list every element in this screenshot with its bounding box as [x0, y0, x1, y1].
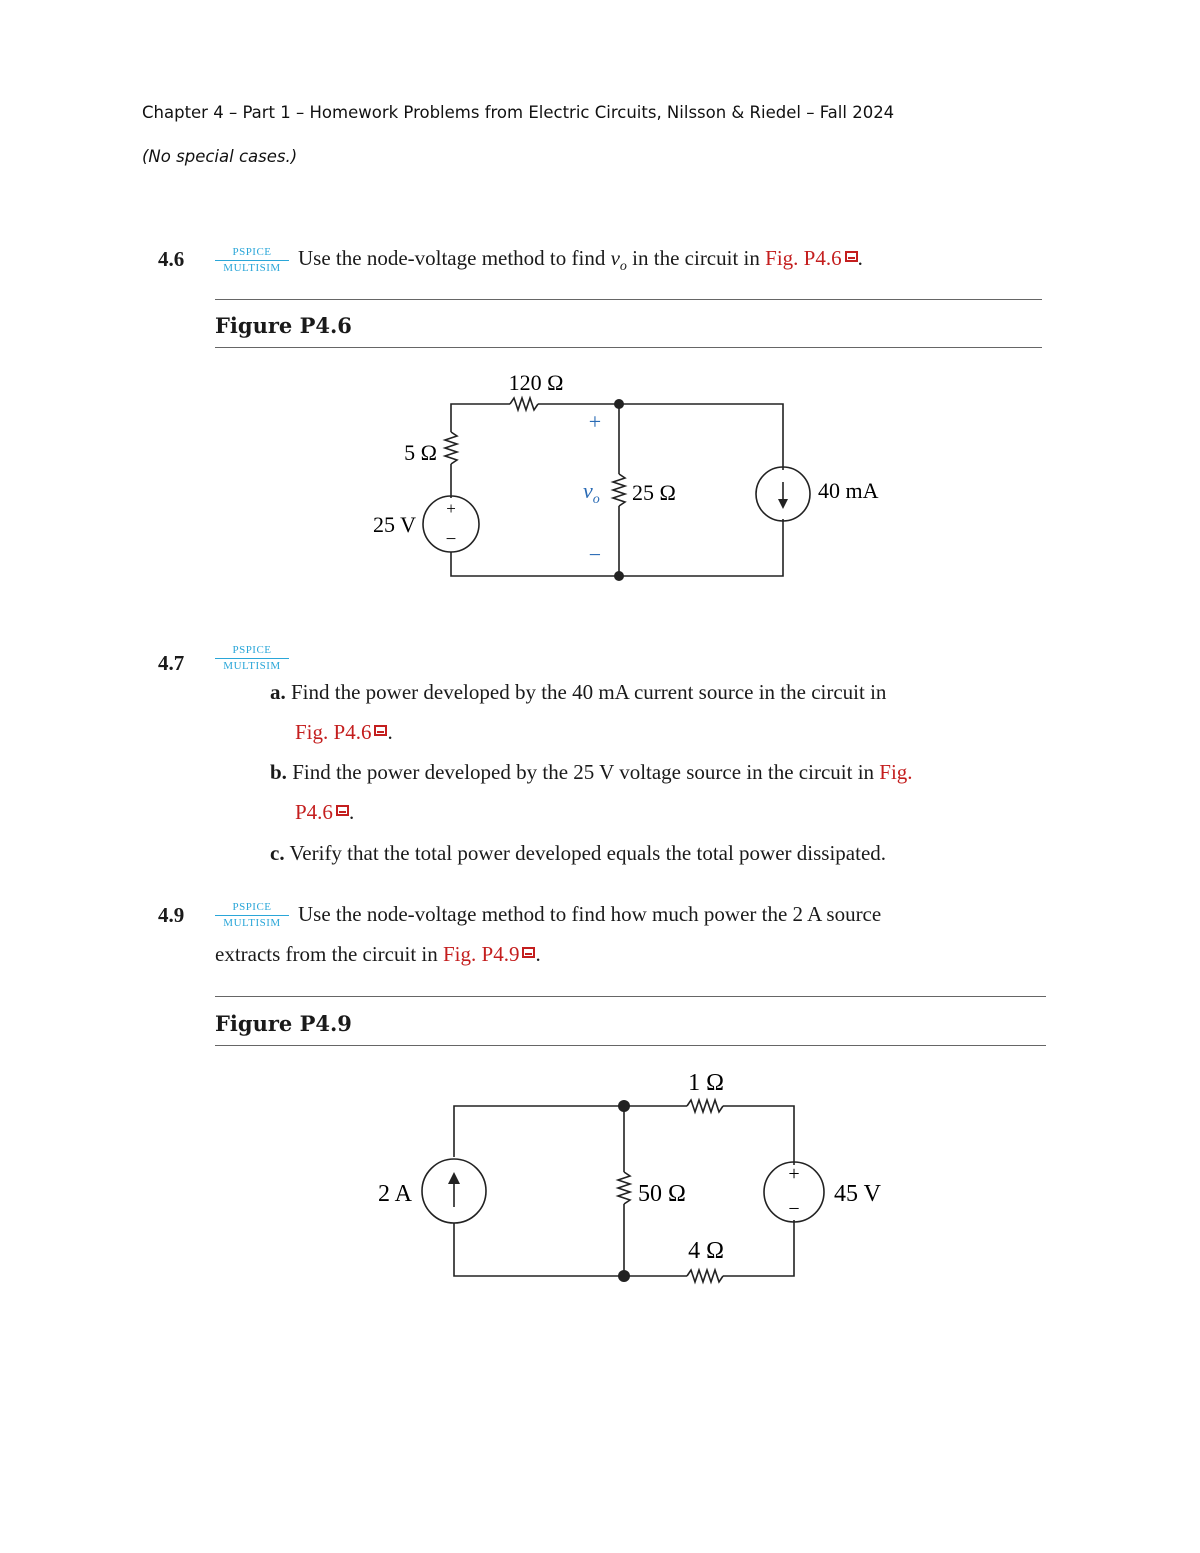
pspice-label: PSPICE: [215, 900, 289, 916]
pspice-label: PSPICE: [215, 643, 289, 659]
vo-minus: −: [588, 542, 602, 567]
external-link-icon[interactable]: [374, 725, 387, 736]
multisim-label: MULTISIM: [223, 917, 281, 929]
plus-sign: +: [788, 1163, 800, 1185]
divider: [215, 996, 1046, 997]
resistor-25-symbol: [613, 474, 625, 506]
vo-plus: +: [588, 409, 602, 434]
divider: [215, 1045, 1046, 1046]
external-link-icon[interactable]: [336, 805, 349, 816]
resistor-5-label: 5 Ω: [404, 440, 437, 465]
tool-badge: [215, 245, 289, 275]
vo-variable: $v_o$: [610, 246, 627, 275]
header-note: (No special cases.): [142, 147, 298, 166]
figure-title: Figure P4.9: [215, 1011, 352, 1036]
external-link-icon[interactable]: [845, 251, 858, 262]
list-item: b. Find the power developed by the 25 V voltage source in the circuit in Fig.: [270, 760, 913, 784]
problem-statement: Use the node-voltage method to find $v_o$ in the circuit in Fig. P4.6 .: [298, 246, 863, 275]
resistor-50-symbol: [618, 1172, 630, 1204]
current-source-label: 40 mA: [818, 478, 879, 503]
figure-title: Figure P4.6: [215, 313, 352, 338]
resistor-120-symbol: [510, 398, 538, 410]
figure-link[interactable]: Fig.: [879, 760, 913, 784]
resistor-5-symbol: [445, 432, 457, 464]
resistor-1-symbol: [687, 1100, 723, 1112]
figure-link[interactable]: P4.6: [295, 800, 333, 824]
plus-sign: +: [446, 499, 456, 518]
resistor-4-label: 4 Ω: [688, 1238, 724, 1264]
resistor-50-label: 50 Ω: [638, 1181, 686, 1207]
pspice-label: PSPICE: [215, 245, 289, 261]
voltage-source-label: 45 V: [834, 1181, 881, 1207]
list-item: c. Verify that the total power developed equals the total power dissipated.: [270, 841, 887, 865]
current-source-label: 2 A: [377, 1181, 412, 1207]
voltage-source-label: 25 V: [373, 512, 416, 537]
page-header: Chapter 4 – Part 1 – Homework Problems from Electric Circuits, Nilsson & Riedel – Fall 2024: [142, 103, 895, 122]
problem-statement-continuation: extracts from the circuit in Fig. P4.9 .: [215, 942, 541, 966]
minus-sign: −: [445, 529, 457, 550]
divider: [215, 347, 1042, 348]
multisim-label: MULTISIM: [223, 262, 281, 274]
problem-statement: Use the node-voltage method to find how much power the 2 A source: [298, 902, 882, 926]
minus-sign: −: [788, 1198, 800, 1220]
list-item-continuation: P4.6 .: [295, 800, 355, 824]
resistor-1-label: 1 Ω: [688, 1070, 724, 1096]
tool-badge: [215, 900, 289, 930]
problem-number: 4.6: [158, 247, 185, 271]
figure-link[interactable]: Fig. P4.9: [443, 942, 520, 966]
circuit-diagram-p49: [0, 1060, 1200, 1300]
resistor-25-label: 25 Ω: [632, 480, 676, 505]
problem-number: 4.7: [158, 651, 185, 675]
external-link-icon[interactable]: [522, 947, 535, 958]
list-item: a. Find the power developed by the 40 mA current source in the circuit in: [270, 680, 887, 704]
figure-link[interactable]: Fig. P4.6: [295, 720, 372, 744]
problem-number: 4.9: [158, 903, 185, 927]
figure-link[interactable]: Fig. P4.6: [765, 246, 842, 270]
vo-label: $v_o$: [583, 478, 600, 507]
resistor-120-label: 120 Ω: [508, 370, 564, 395]
tool-badge: [215, 643, 289, 673]
multisim-label: MULTISIM: [223, 660, 281, 672]
resistor-4-symbol: [687, 1270, 723, 1282]
divider: [215, 299, 1042, 300]
list-item-continuation: Fig. P4.6 .: [295, 720, 393, 744]
circuit-diagram-p46: [0, 360, 1200, 600]
